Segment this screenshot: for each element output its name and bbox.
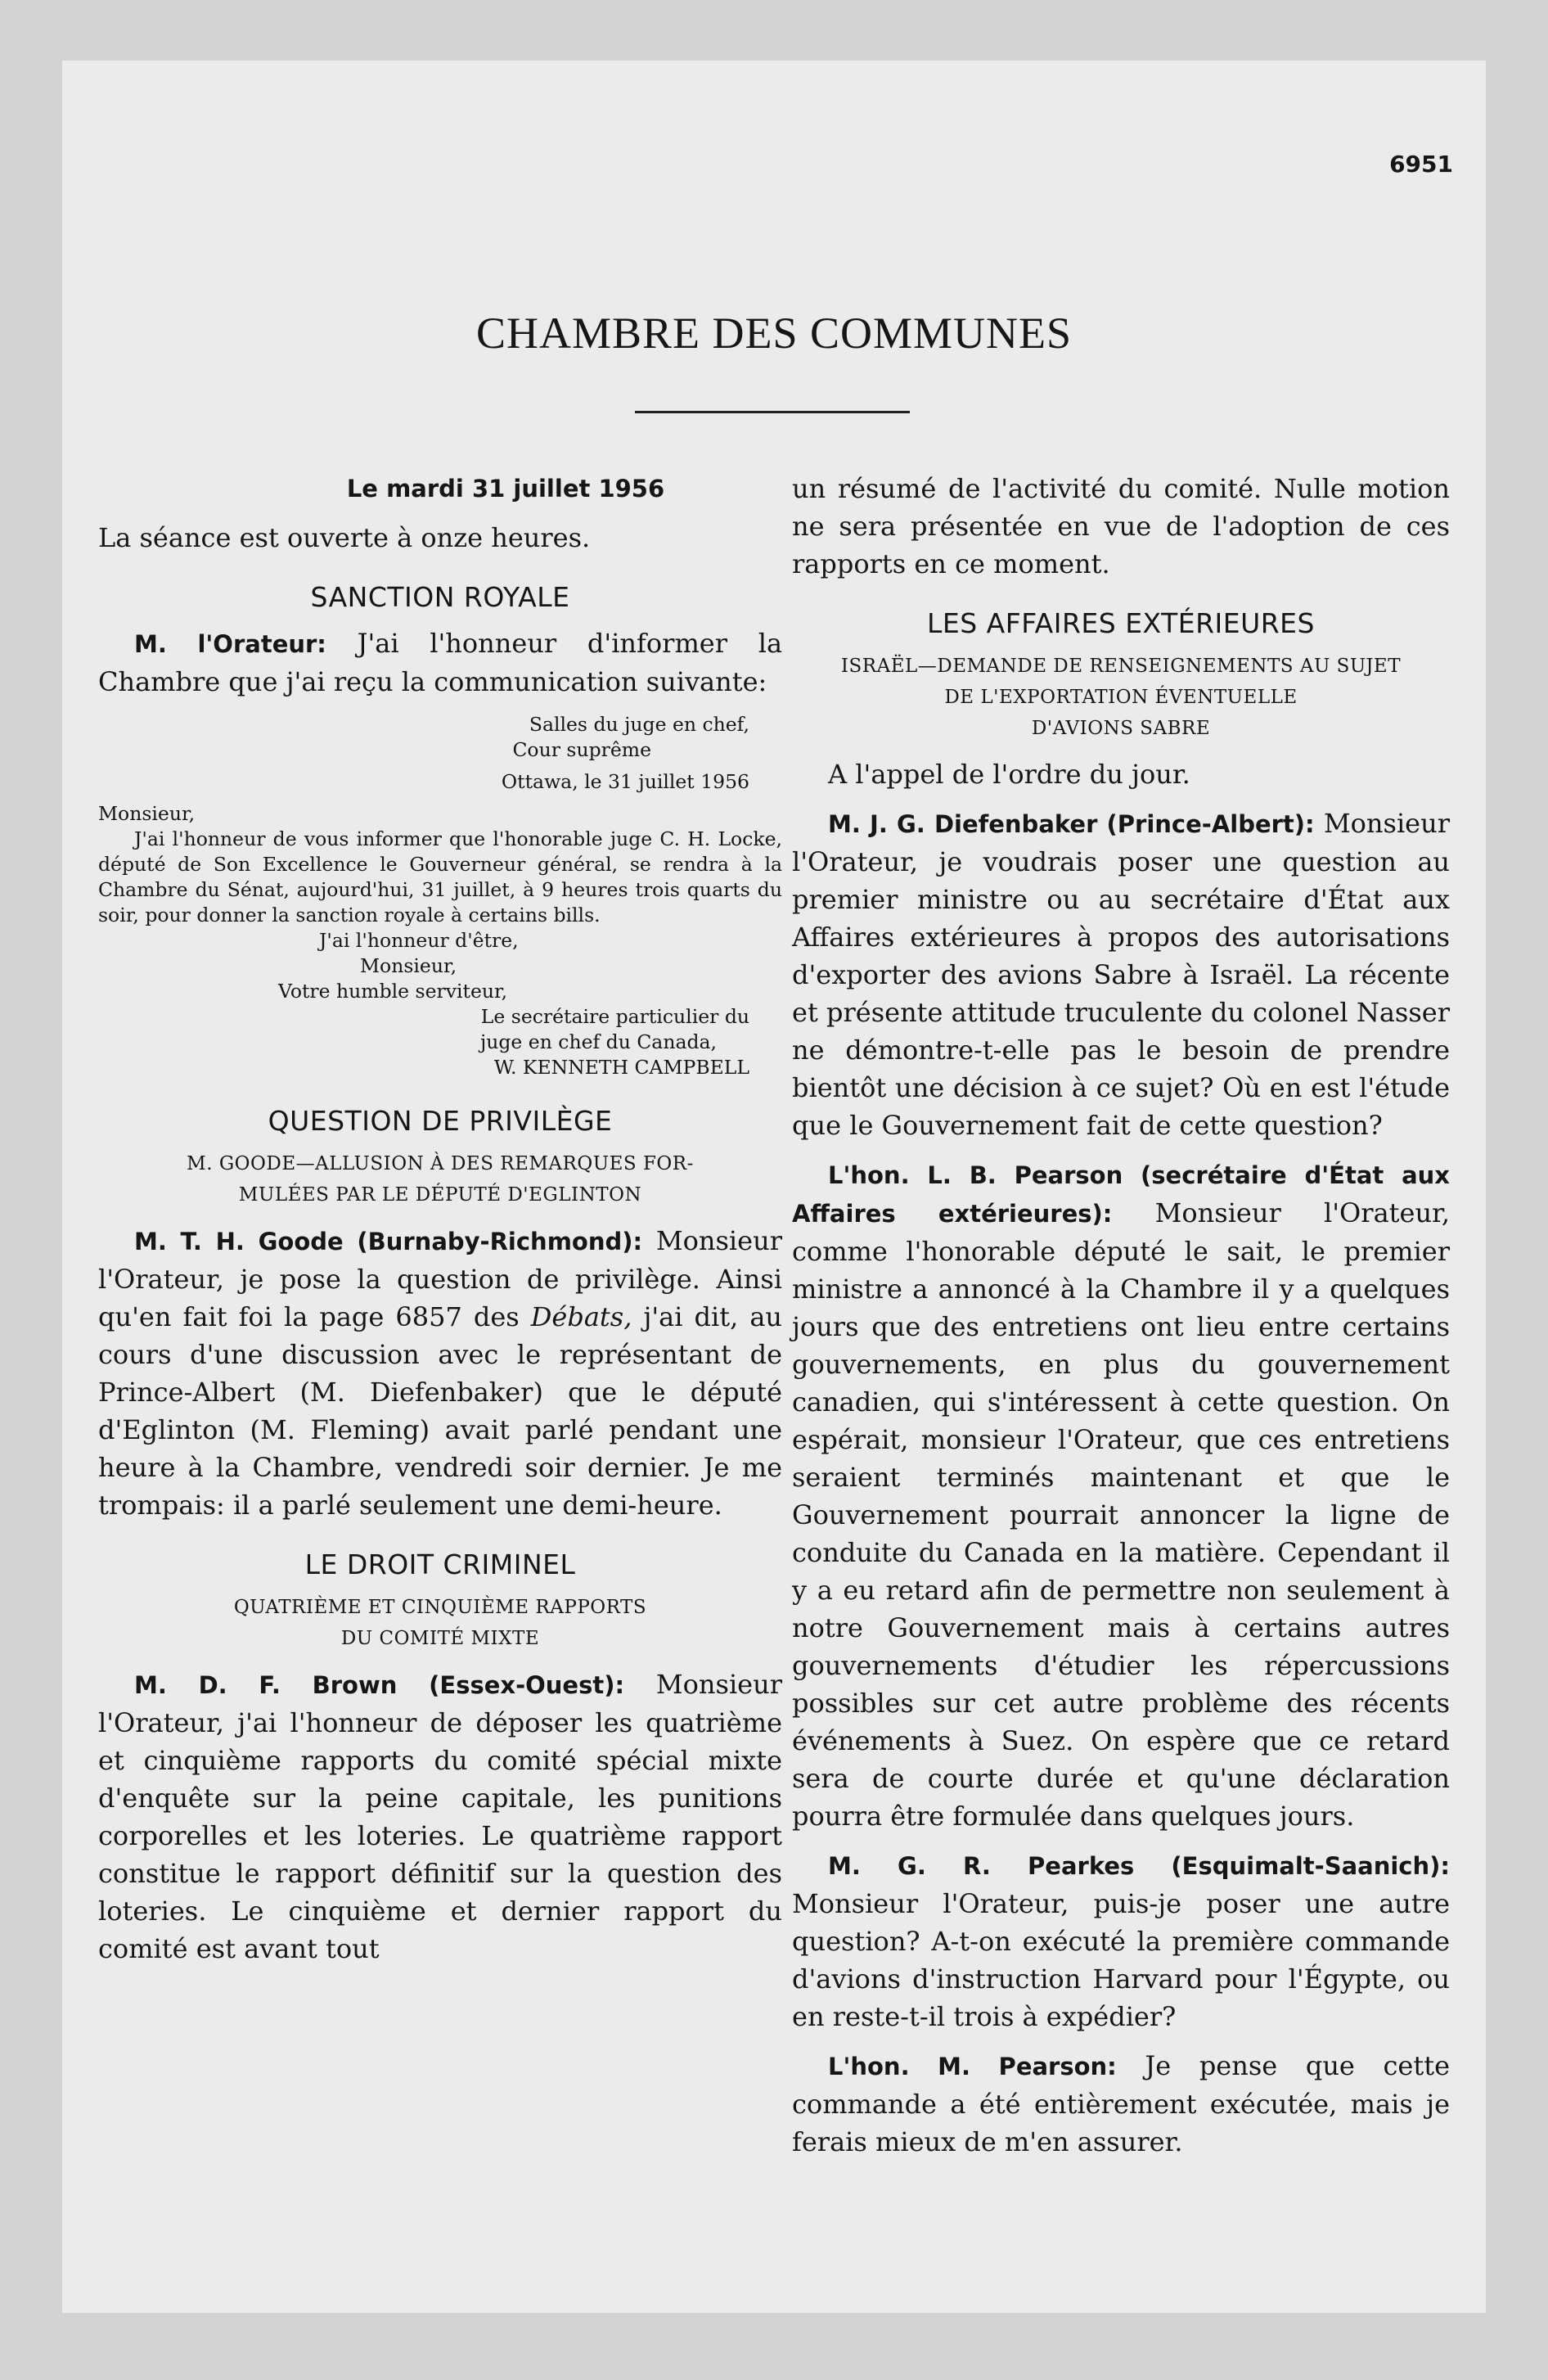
speech-text: Monsieur l'Orateur, je voudrais poser une question au premier ministre ou au secrétaire d'État aux Affaires extérieures à propos des autorisations d'exporter des avions Sabre à Israël. La récente et présente attitude truculente du colonel Nasser ne démontre-t-elle pas le besoin de prendre bientôt une décision à ce sujet? Où en est l'étude que le Gouvernement fait de cette question? [792,808,1451,1141]
speaker-name: M. D. F. Brown (Essex-Ouest): [134,1671,625,1699]
letter-closing-1: J'ai l'honneur d'être, [319,929,519,952]
speech-pearson-reply [792,2047,1450,2161]
privilege-subheading-2: MULÉES PAR LE DÉPUTÉ D'EGLINTON [238,1184,642,1206]
right-column [792,470,1450,2161]
speech-text: J'ai l'honneur d'informer la Chambre que j'ai reçu la communication suivante: [98,628,783,697]
continued-text: un résumé de l'activité du comité. Nulle motion ne sera présentée en vue de l'adoption de ces rapports en ce moment. [792,473,1450,579]
speech-text: Monsieur l'Orateur, j'ai l'honneur de déposer les quatrième et cinquième rapports du comité spécial mixte d'enquête sur la peine capitale, les punitions corporelles et les loteries. Le quatrième rapport constitue le rapport définitif sur la question des loteries. Le cinquième et dernier rapport du comité est avant tout [98,1669,783,1964]
external-subheading-2: DE L'EXPORTATION ÉVENTUELLE [944,687,1298,708]
external-subheading-3: D'AVIONS SABRE [1031,718,1211,739]
section-heading-sanction: SANCTION ROYALE [310,581,570,613]
letter-signature-2: juge en chef du Canada, [479,1030,717,1053]
speech-text: j'ai dit, au cours d'une discussion avec le représentant de Prince-Albert (M. Diefenbaker) que le député d'Eglinton (M. Fleming) avait parlé pendant une heure à la Chambre, vendredi soir dernier. Je me trompais: il a parlé seulement une demi-heure. [98,1301,783,1521]
speech-text: Monsieur l'Orateur, puis-je poser une autre question? A-t-on exécuté la première commande d'avions d'instruction Harvard pour l'Égypte, ou en reste-t-il trois à expédier? [792,1888,1450,2032]
letter-place-date: Ottawa, le 31 juillet 1956 [501,770,749,793]
speech-goode [98,1222,782,1524]
speech-italic: Débats, [530,1301,632,1332]
speech-pearson [792,1156,1450,1835]
speech-text: Monsieur l'Orateur, je pose la question de privilège. Ainsi qu'en fait foi la page 6857 des [98,1225,782,1332]
speech-brown [98,1666,782,1968]
letter-salutation: Monsieur, [98,802,196,825]
speech-text: Monsieur l'Orateur, comme l'honorable député le sait, le premier ministre a annoncé à la Chambre il y a quelques jours que des entretiens ont lieu entre certains gouvernements, en plus du gouvernement canadien, qui s'intéressent à cette question. On espérait, monsieur l'Orateur, que ces entretiens seraient terminés maintenant et que le Gouvernement pourrait annoncer la ligne de conduite du Canada en la matière. Cependant il y a eu retard afin de permettre non seulement à notre Gouvernement mais à certains autres gouvernements d'étudier les répercussions possibles sur cet autre problème des récents événements à Suez. On espère que ce retard sera de courte durée et qu'une déclaration pourra être formulée dans quelques jours. [792,1197,1450,1832]
letter-closing-2: Monsieur, [360,954,457,977]
section-heading-privilege: QUESTION DE PRIVILÈGE [268,1105,613,1137]
letter-address-2: Cour suprême [512,738,651,761]
page-number: 6951 [1389,151,1453,178]
speech-diefenbaker [792,805,1450,1144]
section-heading-criminal: LE DROIT CRIMINEL [304,1548,576,1580]
opening-line: La séance est ouverte à onze heures. [98,522,591,553]
letter-address-1: Salles du juge en chef, [529,713,749,736]
speech-pearkes [792,1846,1450,2035]
order-of-day: A l'appel de l'ordre du jour. [828,759,1190,790]
speech-orateur [98,624,782,701]
section-heading-external: LES AFFAIRES EXTÉRIEURES [927,607,1315,639]
speaker-name: L'hon. M. Pearson: [828,2053,1117,2080]
sitting-date: Le mardi 31 juillet 1956 [346,475,665,503]
criminal-subheading-1: QUATRIÈME ET CINQUIÈME RAPPORTS [233,1597,647,1618]
left-column [98,470,782,1968]
privilege-subheading-1: M. GOODE—ALLUSION À DES REMARQUES FOR- [187,1153,694,1174]
speech-text: Je pense que cette commande a été entièrement exécutée, mais je ferais mieux de m'en assurer. [792,2050,1450,2157]
document-page [62,61,1486,2313]
speaker-name: M. l'Orateur: [134,630,326,658]
royal-assent-letter [98,712,782,1080]
speaker-name: M. J. G. Diefenbaker (Prince-Albert): [828,810,1315,838]
title-rule [635,411,910,413]
speaker-name: M. T. H. Goode (Burnaby-Richmond): [134,1228,643,1255]
criminal-subheading-2: DU COMITÉ MIXTE [340,1628,540,1649]
letter-signature-name: W. KENNETH CAMPBELL [493,1056,749,1079]
letter-closing-3: Votre humble serviteur, [278,980,508,1003]
letter-signature-1: Le secrétaire particulier du [480,1005,749,1028]
speaker-name: L'hon. L. B. Pearson (secrétaire d'État aux Affaires extérieures): [792,1161,1450,1228]
external-subheading-1: ISRAËL—DEMANDE DE RENSEIGNEMENTS AU SUJET [840,656,1402,677]
speaker-name: M. G. R. Pearkes (Esquimalt-Saanich): [828,1852,1450,1880]
chamber-title: CHAMBRE DES COMMUNES [475,309,1073,358]
letter-body: J'ai l'honneur de vous informer que l'honorable juge C. H. Locke, député de Son Excellence le Gouverneur général, se rendra à la Chambre du Sénat, aujourd'hui, 31 juillet, à 9 heures trois quarts du soir, pour donner la sanction royale à certains bills. [98,827,782,926]
